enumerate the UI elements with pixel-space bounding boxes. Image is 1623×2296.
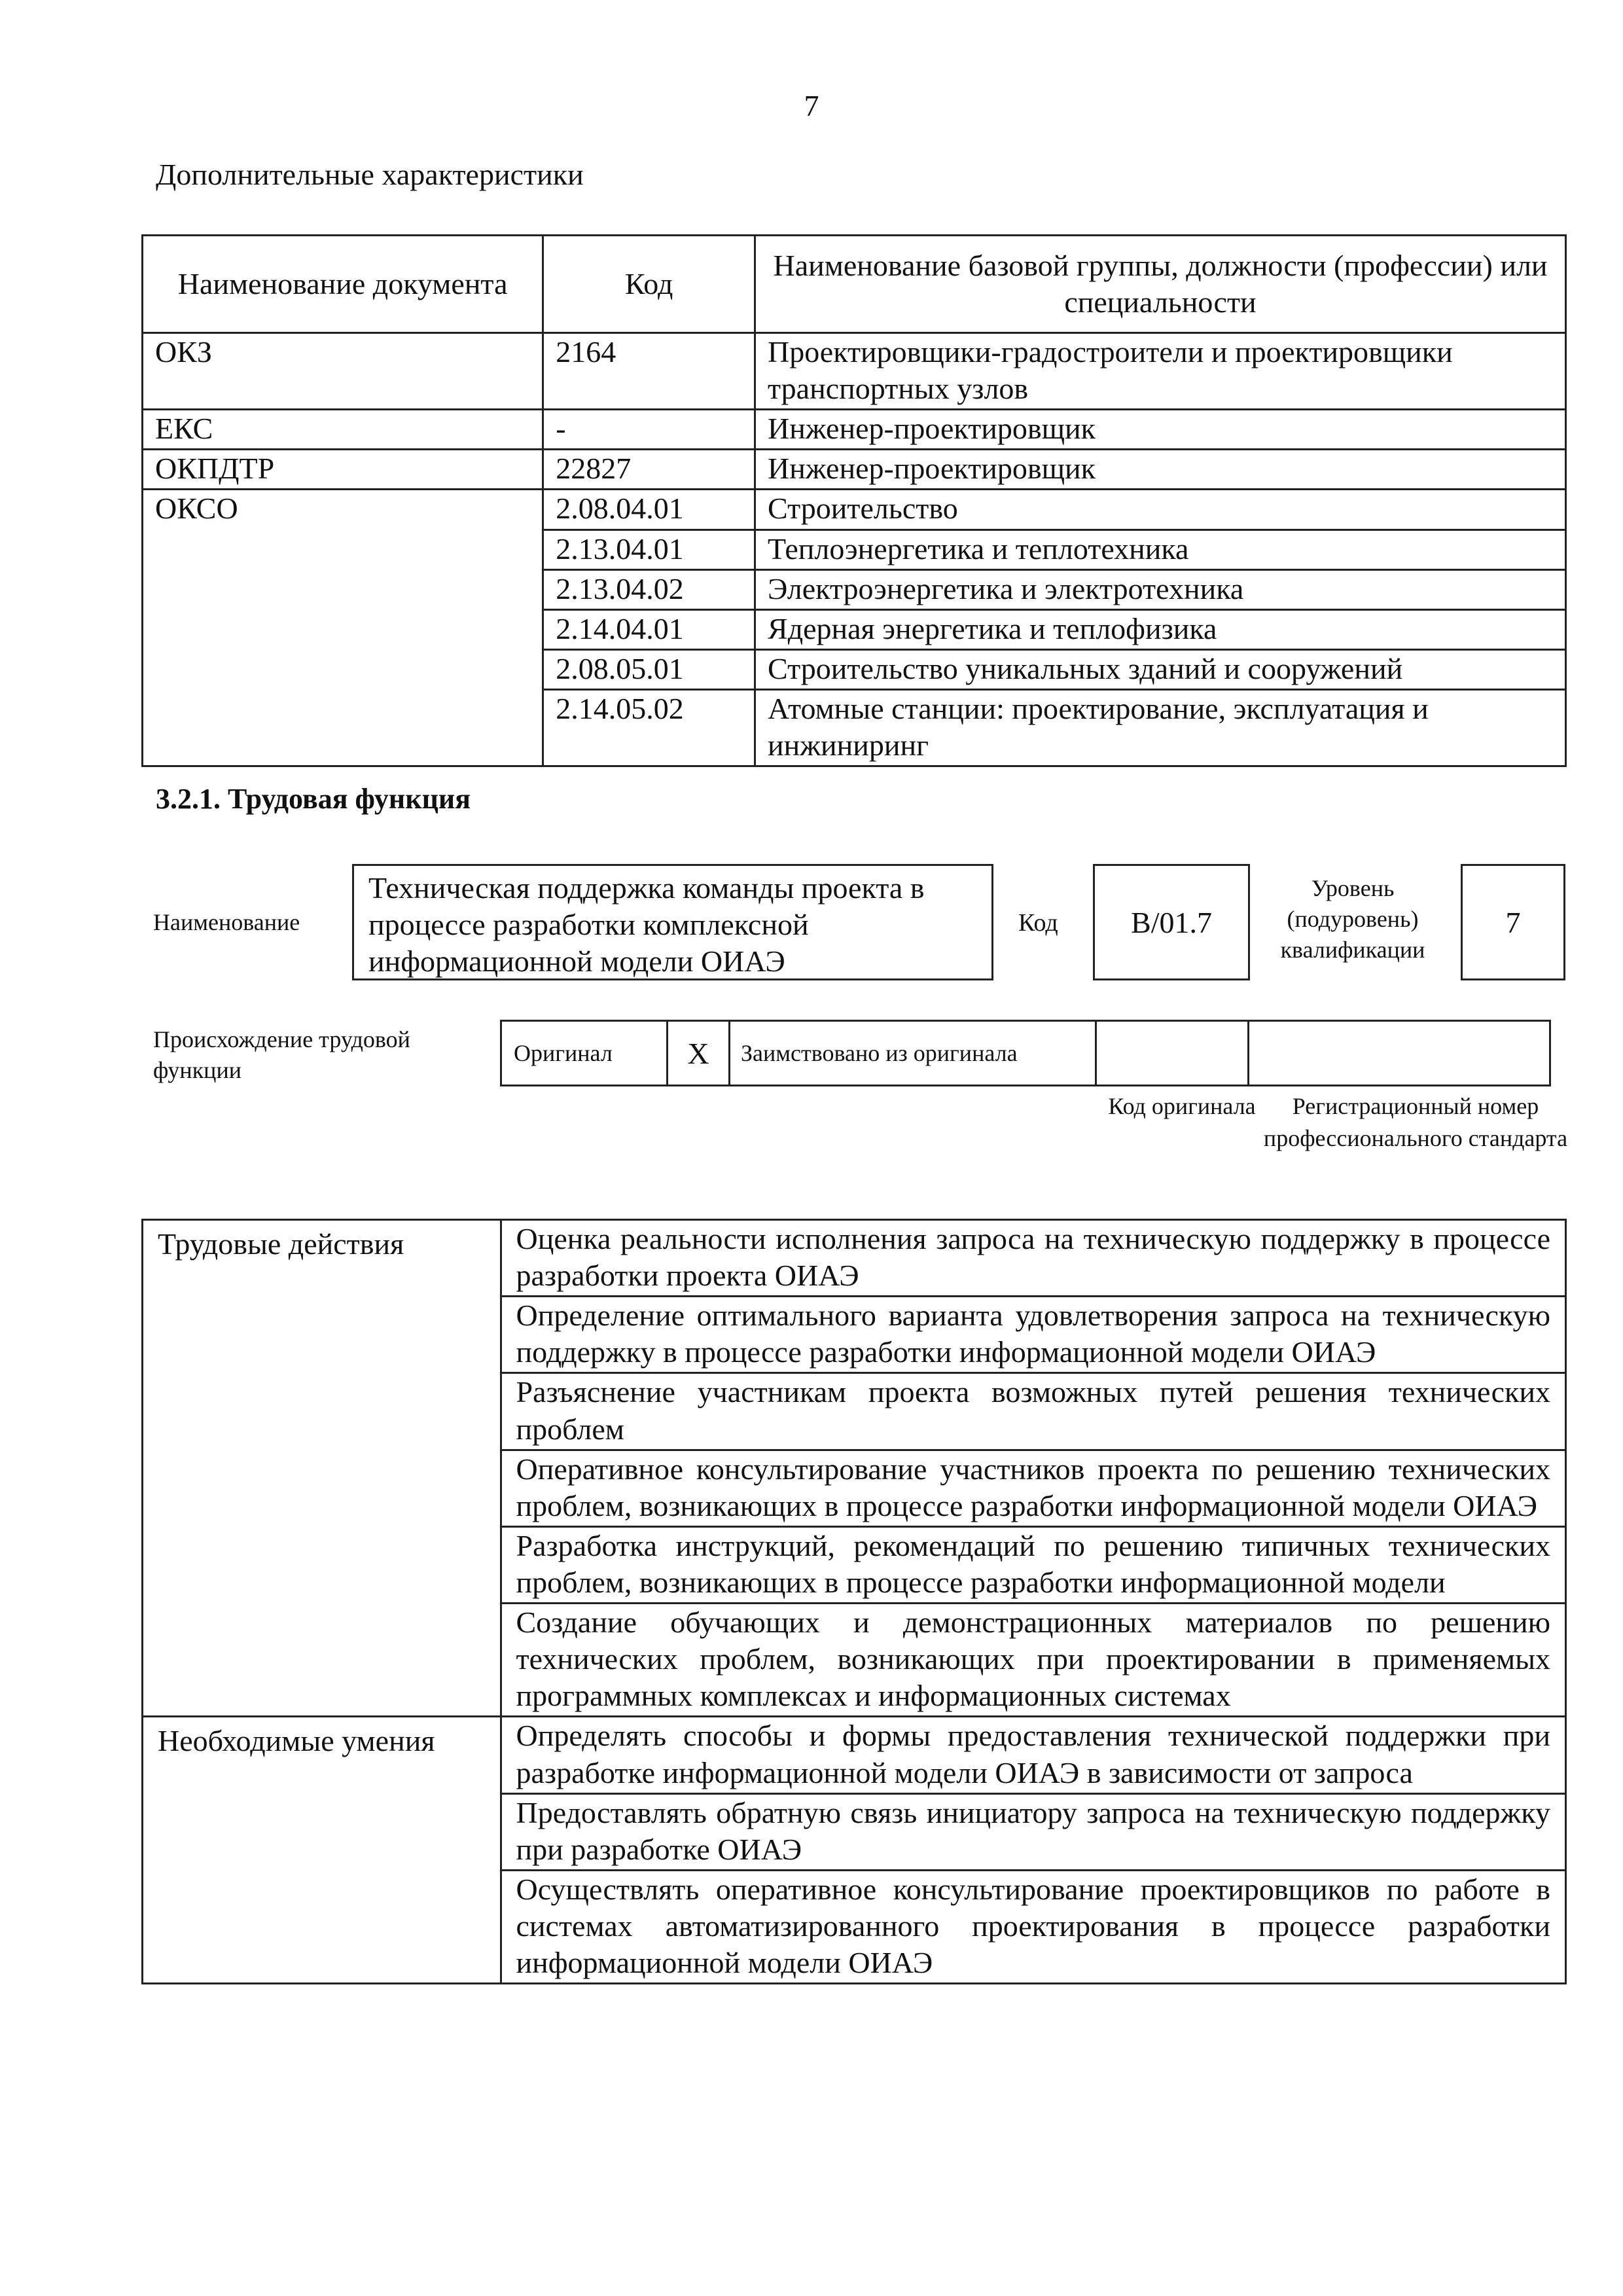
function-name-label: Наименование: [153, 909, 300, 935]
skill-item: Предоставлять обратную связь инициатору запроса на техническую поддержку при разработке ОИАЭ: [501, 1793, 1566, 1870]
action-item: Разработка инструкций, рекомендаций по решению типичных технических проблем, возникающих в процессе разработки информационной модели: [501, 1526, 1566, 1603]
cell-code: 22827: [543, 450, 755, 490]
action-item: Определение оптимального варианта удовлетворения запроса на техническую поддержку в процессе разработки информационной модели ОИАЭ: [501, 1297, 1566, 1373]
cell-name: Строительство уникальных зданий и сооружений: [755, 649, 1566, 689]
original-code-cell: [1096, 1021, 1249, 1086]
original-code-caption: Код оригинала: [1108, 1093, 1256, 1119]
page-number: 7: [804, 89, 819, 122]
origin-row: [501, 1021, 1550, 1086]
qualification-level-box: 7: [1461, 864, 1565, 980]
qualification-level-label: Уровень (подуровень) квалификации: [1280, 875, 1425, 963]
action-item: Создание обучающих и демонстрационных материалов по решению технических проблем, возникающих при проектировании в применяемых программных комплексах и информационных системах: [501, 1604, 1566, 1717]
cell-name: Инженер-проектировщик: [755, 450, 1566, 490]
cell-name: Теплоэнергетика и теплотехника: [755, 529, 1566, 569]
function-code-label: Код: [1018, 909, 1058, 937]
function-name-box: Техническая поддержка команды проекта в процессе разработки комплексной информационной модели ОИАЭ: [352, 864, 993, 980]
table-row: [143, 450, 1566, 490]
section-title-additional: Дополнительные характеристики: [156, 158, 584, 191]
original-mark: X: [668, 1021, 730, 1086]
cell-name: Электроэнергетика и электротехника: [755, 569, 1566, 609]
action-item: Оперативное консультирование участников проекта по решению технических проблем, возникающих в процессе разработки информационной модели ОИАЭ: [501, 1450, 1566, 1526]
original-label: Оригинал: [501, 1021, 668, 1086]
header-name: Наименование базовой группы, должности (профессии) или специальности: [755, 236, 1566, 333]
cell-name: Строительство: [755, 490, 1566, 529]
origin-table: [500, 1020, 1551, 1086]
action-item: Оценка реальности исполнения запроса на техническую поддержку в процессе разработки проекта ОИАЭ: [501, 1220, 1566, 1297]
actions-label: Трудовые действия: [143, 1220, 501, 1717]
cell-doc: ЕКС: [143, 410, 543, 450]
function-code-box: В/01.7: [1093, 864, 1250, 980]
cell-code: 2.08.05.01: [543, 649, 755, 689]
labour-function-heading: 3.2.1. Трудовая функция: [156, 783, 471, 815]
cell-code: 2.14.04.01: [543, 609, 755, 649]
cell-code: 2.14.05.02: [543, 689, 755, 766]
table-row: [143, 490, 1566, 529]
additional-characteristics-table: [141, 234, 1567, 767]
cell-name: Ядерная энергетика и теплофизика: [755, 609, 1566, 649]
cell-doc: ОКПДТР: [143, 450, 543, 490]
cell-name: Проектировщики-градостроители и проектировщики транспортных узлов: [755, 333, 1566, 410]
cell-code: -: [543, 410, 755, 450]
labour-actions-table: [141, 1219, 1567, 1984]
registration-number-caption: Регистрационный номер профессионального стандарта: [1263, 1093, 1568, 1151]
cell-code: 2.13.04.02: [543, 569, 755, 609]
cell-code: 2164: [543, 333, 755, 410]
table-row: [143, 410, 1566, 450]
header-code: Код: [543, 236, 755, 333]
table-row: [143, 1220, 1566, 1297]
skills-label: Необходимые умения: [143, 1717, 501, 1984]
cell-doc: ОКЗ: [143, 333, 543, 410]
skill-item: Определять способы и формы предоставления технической поддержки при разработке информационной модели ОИАЭ в зависимости от запроса: [501, 1717, 1566, 1793]
action-item: Разъяснение участникам проекта возможных путей решения технических проблем: [501, 1373, 1566, 1450]
cell-name: Атомные станции: проектирование, эксплуатация и инжиниринг: [755, 689, 1566, 766]
table-row: [143, 333, 1566, 410]
header-doc: Наименование документа: [143, 236, 543, 333]
origin-label: Происхождение трудовой функции: [153, 1026, 410, 1083]
cell-name: Инженер-проектировщик: [755, 410, 1566, 450]
skill-item: Осуществлять оперативное консультирование проектировщиков по работе в системах автоматизированного проектирования в процессе разработки информационной модели ОИАЭ: [501, 1870, 1566, 1983]
borrowed-label: Заимствовано из оригинала: [730, 1021, 1096, 1086]
cell-code: 2.08.04.01: [543, 490, 755, 529]
registration-number-cell: [1249, 1021, 1550, 1086]
cell-code: 2.13.04.01: [543, 529, 755, 569]
cell-doc: ОКСО: [143, 490, 543, 766]
table-row: [143, 1717, 1566, 1793]
table-header-row: [143, 236, 1566, 333]
